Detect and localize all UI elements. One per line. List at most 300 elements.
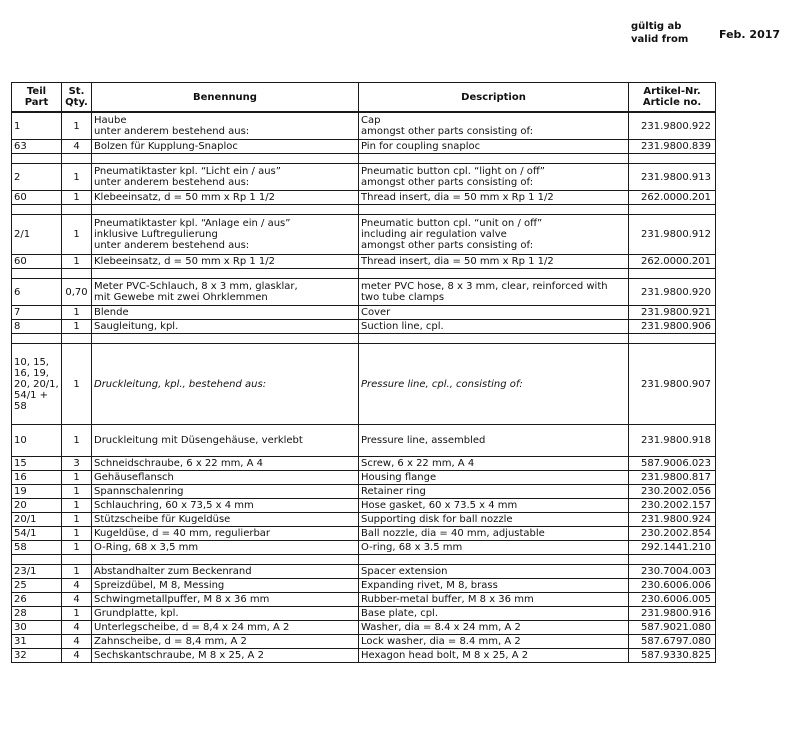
parts-table-body: [12, 112, 716, 663]
part-number-cell-text: 1: [14, 120, 21, 132]
description-cell-text: Spacer extension: [361, 566, 448, 577]
quantity-cell-text: 1: [73, 378, 80, 390]
table-row: [12, 191, 716, 205]
separator-cell: [359, 269, 629, 279]
part-number-cell-text: 8: [14, 321, 21, 332]
description-cell-text: Thread insert, dia = 50 mm x Rp 1 1/2: [361, 256, 554, 267]
quantity-cell-text: 4: [73, 650, 80, 661]
quantity-cell: [62, 565, 92, 579]
part-number-cell-text: 2: [14, 171, 21, 183]
description-cell: [359, 164, 629, 191]
description-cell: [359, 344, 629, 425]
table-row: [12, 579, 716, 593]
article-number-cell: [629, 191, 716, 205]
description-cell: [359, 306, 629, 320]
valid-from-label: [631, 20, 688, 46]
name-de-cell: [92, 457, 359, 471]
part-number-cell-text: 2/1: [14, 229, 31, 240]
article-number-cell-text: 231.9800.906: [641, 321, 711, 332]
part-number-cell-text: 60: [14, 192, 27, 203]
part-number-cell-text: 20/1: [14, 514, 37, 525]
quantity-cell: [62, 471, 92, 485]
article-number-cell-text: 230.2002.157: [641, 500, 711, 511]
description-cell: [359, 140, 629, 154]
separator-cell: [359, 205, 629, 215]
separator-cell: [92, 205, 359, 215]
quantity-cell-text: 1: [73, 500, 80, 511]
name-de-cell-text: Abstandhalter zum Beckenrand: [94, 566, 252, 577]
table-row: [12, 215, 716, 255]
quantity-cell-text: 1: [73, 120, 80, 132]
quantity-cell-text: 1: [73, 472, 80, 483]
name-de-cell-text: Schneidschraube, 6 x 22 mm, A 4: [94, 458, 264, 469]
quantity-cell-text: 4: [73, 636, 80, 647]
separator-row: [12, 205, 716, 215]
article-number-cell-text: 230.2002.854: [641, 528, 711, 539]
article-number-cell-text: 231.9800.913: [641, 171, 711, 183]
quantity-cell-text: 1: [73, 542, 80, 553]
quantity-cell-text: 1: [73, 435, 80, 446]
quantity-cell: [62, 621, 92, 635]
article-number-cell-text: 231.9800.921: [641, 307, 711, 318]
description-cell-text: Screw, 6 x 22 mm, A 4: [361, 458, 475, 469]
part-number-cell-text: 63: [14, 141, 27, 152]
part-number-cell: [12, 499, 62, 513]
quantity-cell-text: 4: [73, 141, 80, 152]
description-cell: [359, 649, 629, 663]
table-row: [12, 513, 716, 527]
part-number-cell: [12, 593, 62, 607]
part-number-cell-text: 10: [14, 435, 27, 446]
description-cell: [359, 279, 629, 306]
article-number-cell-text: 230.7004.003: [641, 566, 711, 577]
description-cell-text: Cover: [361, 307, 391, 318]
name-de-cell-text: Kugeldüse, d = 40 mm, regulierbar: [94, 528, 271, 539]
name-de-cell-text: Bolzen für Kupplung-Snaploc: [94, 141, 238, 152]
quantity-cell: [62, 320, 92, 334]
quantity-cell: [62, 140, 92, 154]
part-number-cell: [12, 471, 62, 485]
name-de-cell: [92, 607, 359, 621]
article-number-cell: [629, 607, 716, 621]
table-row: [12, 527, 716, 541]
separator-cell: [12, 334, 62, 344]
description-cell: [359, 513, 629, 527]
table-row: [12, 164, 716, 191]
col-header-part-de: Teil: [26, 86, 47, 97]
description-cell: [359, 621, 629, 635]
quantity-cell-text: 1: [73, 321, 80, 332]
col-header-article-en: Article no.: [642, 97, 702, 108]
description-cell: [359, 457, 629, 471]
col-header-description: Description: [359, 83, 629, 113]
description-cell: [359, 255, 629, 269]
quantity-cell: [62, 215, 92, 255]
table-row: [12, 649, 716, 663]
name-de-cell-text: Stützscheibe für Kugeldüse: [94, 514, 231, 525]
name-de-cell-text: O-Ring, 68 x 3,5 mm: [94, 542, 199, 553]
article-number-cell: [629, 255, 716, 269]
part-number-cell: [12, 485, 62, 499]
description-cell-text: Suction line, cpl.: [361, 321, 444, 332]
separator-cell: [12, 205, 62, 215]
name-de-cell-text: Pneumatiktaster kpl. “Licht ein / aus” unter anderem bestehend aus:: [94, 166, 281, 188]
quantity-cell-text: 1: [73, 192, 80, 203]
description-cell: [359, 527, 629, 541]
separator-cell: [12, 555, 62, 565]
name-de-cell-text: Spannschalenring: [94, 486, 184, 497]
quantity-cell-text: 4: [73, 622, 80, 633]
quantity-cell-text: 1: [73, 608, 80, 619]
quantity-cell: [62, 344, 92, 425]
part-number-cell: [12, 635, 62, 649]
name-de-cell: [92, 621, 359, 635]
part-number-cell: [12, 320, 62, 334]
name-de-cell-text: Klebeeinsatz, d = 50 mm x Rp 1 1/2: [94, 256, 275, 267]
quantity-cell: [62, 649, 92, 663]
quantity-cell: [62, 457, 92, 471]
separator-row: [12, 555, 716, 565]
name-de-cell-text: Druckleitung mit Düsengehäuse, verklebt: [94, 435, 303, 446]
part-number-cell: [12, 457, 62, 471]
separator-cell: [629, 555, 716, 565]
name-de-cell: [92, 541, 359, 555]
quantity-cell: [62, 112, 92, 140]
part-number-cell-text: 6: [14, 286, 21, 298]
description-cell-text: Ball nozzle, dia = 40 mm, adjustable: [361, 528, 545, 539]
part-number-cell-text: 15: [14, 458, 27, 469]
article-number-cell-text: 587.6797.080: [641, 636, 711, 647]
quantity-cell-text: 4: [73, 580, 80, 591]
part-number-cell: [12, 649, 62, 663]
article-number-cell-text: 231.9800.920: [641, 286, 711, 298]
quantity-cell-text: 3: [73, 458, 80, 469]
table-row: [12, 471, 716, 485]
valid-from-date: Feb. 2017: [719, 28, 781, 41]
quantity-cell-text: 1: [73, 528, 80, 539]
description-cell-text: Thread insert, dia = 50 mm x Rp 1 1/2: [361, 192, 554, 203]
description-cell-text: Hexagon head bolt, M 8 x 25, A 2: [361, 650, 529, 661]
description-cell-text: Pressure line, assembled: [361, 435, 486, 446]
article-number-cell-text: 587.9006.023: [641, 458, 711, 469]
description-cell-text: Housing flange: [361, 472, 437, 483]
article-number-cell-text: 587.9330.825: [641, 650, 711, 661]
name-de-cell: [92, 191, 359, 205]
separator-cell: [62, 269, 92, 279]
quantity-cell-text: 1: [73, 307, 80, 318]
article-number-cell: [629, 579, 716, 593]
col-header-article: [629, 83, 716, 113]
description-cell: [359, 320, 629, 334]
article-number-cell-text: 231.9800.916: [641, 608, 711, 619]
name-de-cell: [92, 649, 359, 663]
table-header-row: [12, 83, 716, 113]
description-cell-text: meter PVC hose, 8 x 3 mm, clear, reinforced with two tube clamps: [361, 281, 608, 303]
description-cell-text: Lock washer, dia = 8.4 mm, A 2: [361, 636, 521, 647]
separator-row: [12, 154, 716, 164]
part-number-cell-text: 26: [14, 594, 27, 605]
quantity-cell-text: 1: [73, 486, 80, 497]
name-de-cell-text: Meter PVC-Schlauch, 8 x 3 mm, glasklar, mit Gewebe mit zwei Ohrklemmen: [94, 281, 298, 303]
description-cell: [359, 485, 629, 499]
part-number-cell: [12, 306, 62, 320]
separator-cell: [62, 154, 92, 164]
name-de-cell: [92, 164, 359, 191]
name-de-cell-text: Pneumatiktaster kpl. “Anlage ein / aus” inklusive Luftregulierung unter anderem bestehend aus:: [94, 218, 291, 251]
article-number-cell: [629, 593, 716, 607]
article-number-cell-text: 231.9800.912: [641, 229, 711, 240]
part-number-cell: [12, 140, 62, 154]
name-de-cell: [92, 565, 359, 579]
name-de-cell: [92, 140, 359, 154]
separator-cell: [629, 205, 716, 215]
description-cell-text: Washer, dia = 8.4 x 24 mm, A 2: [361, 622, 521, 633]
table-row: [12, 112, 716, 140]
separator-cell: [629, 334, 716, 344]
article-number-cell: [629, 565, 716, 579]
part-number-cell-text: 7: [14, 307, 21, 318]
col-header-article-de: Artikel-Nr.: [643, 86, 701, 97]
separator-cell: [359, 334, 629, 344]
quantity-cell: [62, 191, 92, 205]
description-cell: [359, 191, 629, 205]
name-de-cell-text: Gehäuseflansch: [94, 472, 174, 483]
article-number-cell-text: 231.9800.907: [641, 378, 711, 390]
part-number-cell: [12, 344, 62, 425]
article-number-cell-text: 231.9800.918: [641, 435, 711, 446]
article-number-cell: [629, 621, 716, 635]
description-cell-text: Pneumatic button cpl. “light on / off” amongst other parts consisting of:: [361, 166, 545, 188]
name-de-cell-text: Blende: [94, 307, 129, 318]
description-cell-text: Hose gasket, 60 x 73.5 x 4 mm: [361, 500, 518, 511]
quantity-cell-text: 0,70: [65, 286, 88, 298]
article-number-cell: [629, 279, 716, 306]
part-number-cell-text: 30: [14, 622, 27, 633]
part-number-cell-text: 25: [14, 580, 27, 591]
part-number-cell-text: 19: [14, 486, 27, 497]
table-row: [12, 621, 716, 635]
separator-cell: [62, 334, 92, 344]
name-de-cell: [92, 527, 359, 541]
part-number-cell: [12, 215, 62, 255]
quantity-cell-text: 1: [73, 514, 80, 525]
quantity-cell: [62, 499, 92, 513]
article-number-cell: [629, 164, 716, 191]
name-de-cell: [92, 112, 359, 140]
description-cell-text: Rubber-metal buffer, M 8 x 36 mm: [361, 594, 534, 605]
description-cell-text: Expanding rivet, M 8, brass: [361, 580, 498, 591]
article-number-cell-text: 230.6006.005: [641, 594, 711, 605]
part-number-cell-text: 28: [14, 608, 27, 619]
article-number-cell-text: 262.0000.201: [641, 256, 711, 267]
part-number-cell: [12, 279, 62, 306]
name-de-cell: [92, 593, 359, 607]
table-row: [12, 565, 716, 579]
article-number-cell: [629, 513, 716, 527]
separator-cell: [62, 205, 92, 215]
part-number-cell-text: 54/1: [14, 528, 37, 539]
description-cell-text: Supporting disk for ball nozzle: [361, 514, 513, 525]
article-number-cell: [629, 485, 716, 499]
quantity-cell: [62, 607, 92, 621]
part-number-cell: [12, 164, 62, 191]
table-row: [12, 306, 716, 320]
name-de-cell: [92, 513, 359, 527]
part-number-cell: [12, 579, 62, 593]
article-number-cell: [629, 457, 716, 471]
name-de-cell: [92, 279, 359, 306]
col-header-name: Benennung: [92, 83, 359, 113]
separator-cell: [92, 154, 359, 164]
part-number-cell-text: 32: [14, 650, 27, 661]
name-de-cell: [92, 255, 359, 269]
name-de-cell: [92, 215, 359, 255]
separator-cell: [92, 269, 359, 279]
separator-row: [12, 334, 716, 344]
part-number-cell: [12, 425, 62, 457]
name-de-cell-text: Sechskantschraube, M 8 x 25, A 2: [94, 650, 264, 661]
part-number-cell-text: 58: [14, 542, 27, 553]
description-cell: [359, 635, 629, 649]
table-row: [12, 425, 716, 457]
part-number-cell: [12, 527, 62, 541]
part-number-cell: [12, 191, 62, 205]
table-row: [12, 255, 716, 269]
article-number-cell: [629, 140, 716, 154]
description-cell-text: Base plate, cpl.: [361, 608, 439, 619]
article-number-cell-text: 231.9800.817: [641, 472, 711, 483]
table-row: [12, 499, 716, 513]
name-de-cell-text: Haube unter anderem bestehend aus:: [94, 115, 250, 137]
quantity-cell: [62, 306, 92, 320]
part-number-cell: [12, 112, 62, 140]
name-de-cell-text: Druckleitung, kpl., bestehend aus:: [94, 378, 267, 390]
article-number-cell: [629, 541, 716, 555]
name-de-cell: [92, 471, 359, 485]
article-number-cell-text: 230.6006.006: [641, 580, 711, 591]
table-row: [12, 457, 716, 471]
table-row: [12, 320, 716, 334]
quantity-cell: [62, 164, 92, 191]
article-number-cell-text: 231.9800.839: [641, 141, 711, 152]
name-de-cell-text: Grundplatte, kpl.: [94, 608, 179, 619]
description-cell: [359, 565, 629, 579]
article-number-cell: [629, 499, 716, 513]
part-number-cell: [12, 255, 62, 269]
name-de-cell: [92, 499, 359, 513]
article-number-cell: [629, 425, 716, 457]
article-number-cell-text: 292.1441.210: [641, 542, 711, 553]
table-row: [12, 593, 716, 607]
description-cell-text: O-ring, 68 x 3.5 mm: [361, 542, 463, 553]
separator-cell: [629, 154, 716, 164]
valid-from-label-en: valid from: [631, 34, 689, 45]
article-number-cell: [629, 527, 716, 541]
name-de-cell-text: Saugleitung, kpl.: [94, 321, 179, 332]
part-number-cell-text: 16: [14, 472, 27, 483]
name-de-cell: [92, 320, 359, 334]
name-de-cell: [92, 579, 359, 593]
description-cell: [359, 541, 629, 555]
article-number-cell-text: 231.9800.924: [641, 514, 711, 525]
part-number-cell: [12, 513, 62, 527]
quantity-cell: [62, 513, 92, 527]
name-de-cell-text: Unterlegscheibe, d = 8,4 x 24 mm, A 2: [94, 622, 290, 633]
quantity-cell: [62, 593, 92, 607]
quantity-cell: [62, 541, 92, 555]
quantity-cell: [62, 485, 92, 499]
part-number-cell-text: 60: [14, 256, 27, 267]
quantity-cell-text: 1: [73, 171, 80, 183]
name-de-cell-text: Schwingmetallpuffer, M 8 x 36 mm: [94, 594, 270, 605]
article-number-cell: [629, 635, 716, 649]
article-number-cell-text: 230.2002.056: [641, 486, 711, 497]
separator-row: [12, 269, 716, 279]
name-de-cell: [92, 635, 359, 649]
article-number-cell-text: 262.0000.201: [641, 192, 711, 203]
separator-cell: [92, 555, 359, 565]
separator-cell: [12, 269, 62, 279]
quantity-cell-text: 1: [73, 229, 80, 240]
validity-header: [631, 20, 786, 52]
name-de-cell-text: Spreizdübel, M 8, Messing: [94, 580, 225, 591]
article-number-cell: [629, 112, 716, 140]
quantity-cell: [62, 635, 92, 649]
separator-cell: [359, 154, 629, 164]
description-cell-text: Pin for coupling snaploc: [361, 141, 481, 152]
name-de-cell: [92, 344, 359, 425]
table-row: [12, 344, 716, 425]
separator-cell: [12, 154, 62, 164]
article-number-cell: [629, 649, 716, 663]
quantity-cell-text: 1: [73, 566, 80, 577]
description-cell: [359, 499, 629, 513]
name-de-cell-text: Klebeeinsatz, d = 50 mm x Rp 1 1/2: [94, 192, 275, 203]
quantity-cell: [62, 255, 92, 269]
col-header-part: [12, 83, 62, 113]
separator-cell: [92, 334, 359, 344]
valid-from-label-de: gültig ab: [631, 21, 682, 32]
parts-table: [11, 82, 716, 663]
col-header-qty-de: St.: [68, 86, 85, 97]
separator-cell: [629, 269, 716, 279]
col-header-qty: [62, 83, 92, 113]
part-number-cell-text: 10, 15, 16, 19, 20, 20/1, 54/1 + 58: [14, 356, 59, 412]
article-number-cell-text: 587.9021.080: [641, 622, 711, 633]
quantity-cell: [62, 279, 92, 306]
description-cell-text: Cap amongst other parts consisting of:: [361, 115, 534, 137]
description-cell-text: Retainer ring: [361, 486, 426, 497]
quantity-cell: [62, 579, 92, 593]
table-row: [12, 140, 716, 154]
quantity-cell: [62, 425, 92, 457]
description-cell: [359, 579, 629, 593]
article-number-cell: [629, 320, 716, 334]
quantity-cell-text: 1: [73, 256, 80, 267]
col-header-part-en: Part: [24, 97, 49, 108]
description-cell: [359, 593, 629, 607]
name-de-cell-text: Schlauchring, 60 x 73,5 x 4 mm: [94, 500, 254, 511]
article-number-cell: [629, 306, 716, 320]
quantity-cell-text: 4: [73, 594, 80, 605]
quantity-cell: [62, 527, 92, 541]
part-number-cell: [12, 607, 62, 621]
article-number-cell: [629, 215, 716, 255]
separator-cell: [359, 555, 629, 565]
name-de-cell: [92, 425, 359, 457]
part-number-cell: [12, 541, 62, 555]
part-number-cell: [12, 565, 62, 579]
